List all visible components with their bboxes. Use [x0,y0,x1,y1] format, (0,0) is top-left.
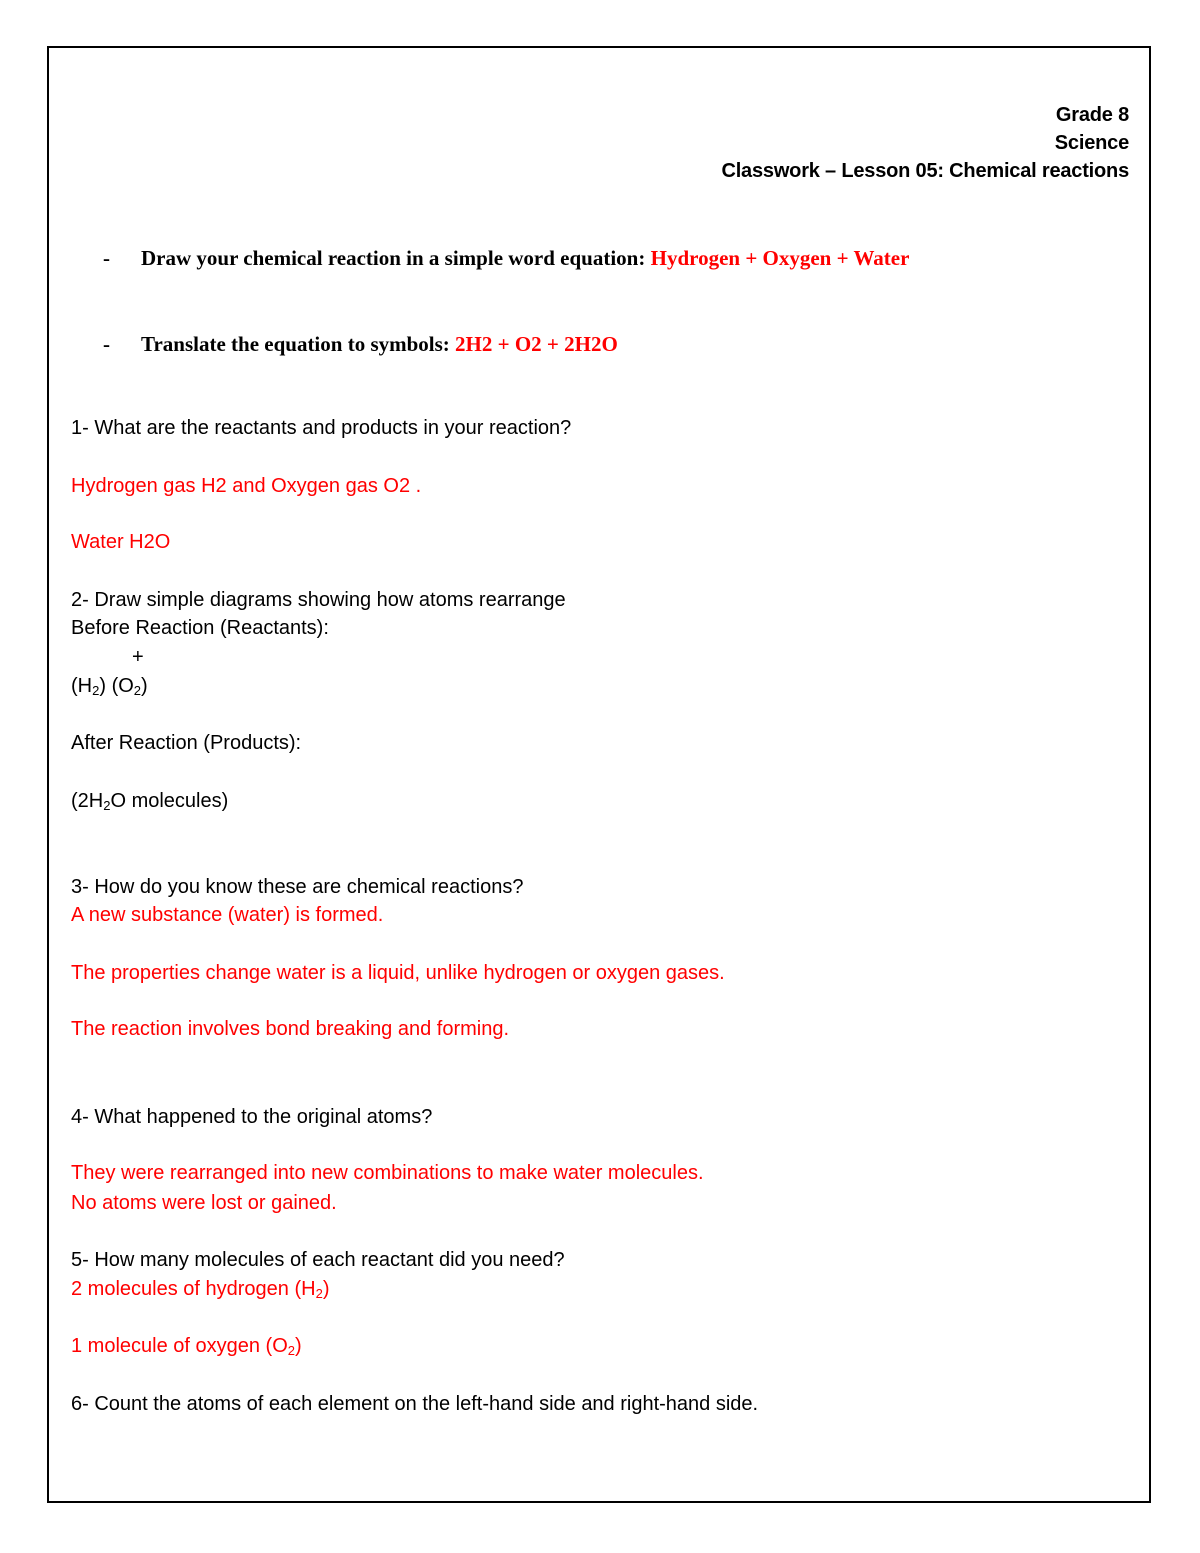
symbol-equation-item [103,331,618,357]
word-equation-item [103,245,909,271]
product-formula [71,789,228,813]
answer-5-oxygen [71,1334,302,1358]
question-6: 6- Count the atoms of each element on the left-hand side and right-hand side. [71,1393,759,1415]
reactant-formulas [71,674,148,698]
question-5: 5- How many molecules of each reactant did you need? [71,1249,565,1271]
answer-4-line-1: They were rearranged into new combinations to make water molecules. [71,1162,704,1184]
answer-5-h2-text: 2 molecules of hydrogen (H [71,1278,316,1300]
grade-label: Grade 8 [1055,104,1129,126]
symbol-equation-answer: 2H2 + O2 + 2H2O [455,332,618,356]
answer-3-line-2: The properties change water is a liquid, unlike hydrogen or oxygen gases. [71,962,725,984]
answer-5-o2-text: 1 molecule of oxygen (O [71,1335,288,1357]
answer-5-h2-subscript: 2 [315,1286,323,1301]
answer-5-o2-subscript: 2 [287,1343,296,1358]
h2-close: ) [99,675,107,697]
o2-open: (O [111,675,134,697]
question-4: 4- What happened to the original atoms? [71,1106,433,1128]
subject-label: Science [1054,132,1129,154]
h2-subscript: 2 [92,683,100,698]
bullet-dash: - [103,246,110,270]
before-reaction-label: Before Reaction (Reactants): [71,617,329,639]
bullet-dash: - [103,332,110,356]
after-reaction-label: After Reaction (Products): [71,732,302,754]
o2-close: ) [141,675,148,697]
question-2: 2- Draw simple diagrams showing how atoms rearrange [71,589,566,611]
question-3: 3- How do you know these are chemical reactions? [71,876,524,898]
o2-subscript: 2 [133,683,142,698]
answer-1-reactants: Hydrogen gas H2 and Oxygen gas O2 . [71,475,422,497]
answer-5-h2-close: ) [322,1278,330,1300]
answer-1-products: Water H2O [71,531,171,553]
word-equation-answer: Hydrogen + Oxygen + Water [650,246,910,270]
word-equation-prompt: Draw your chemical reaction in a simple word equation: [141,246,651,270]
answer-5-o2-close: ) [295,1335,302,1357]
question-1: 1- What are the reactants and products in your reaction? [71,417,572,439]
answer-4-line-2: No atoms were lost or gained. [71,1192,337,1214]
plus-sign: + [132,646,144,668]
product-subscript: 2 [103,798,111,813]
symbol-equation-prompt: Translate the equation to symbols: [141,332,456,356]
answer-3-line-1: A new substance (water) is formed. [71,904,384,926]
lesson-title: Classwork – Lesson 05: Chemical reactions [721,160,1129,182]
answer-5-hydrogen [71,1277,329,1301]
product-close: O molecules) [110,790,229,812]
product-open: (2H [71,790,104,812]
h2-open: (H [71,675,93,697]
answer-3-line-3: The reaction involves bond breaking and forming. [71,1018,510,1040]
